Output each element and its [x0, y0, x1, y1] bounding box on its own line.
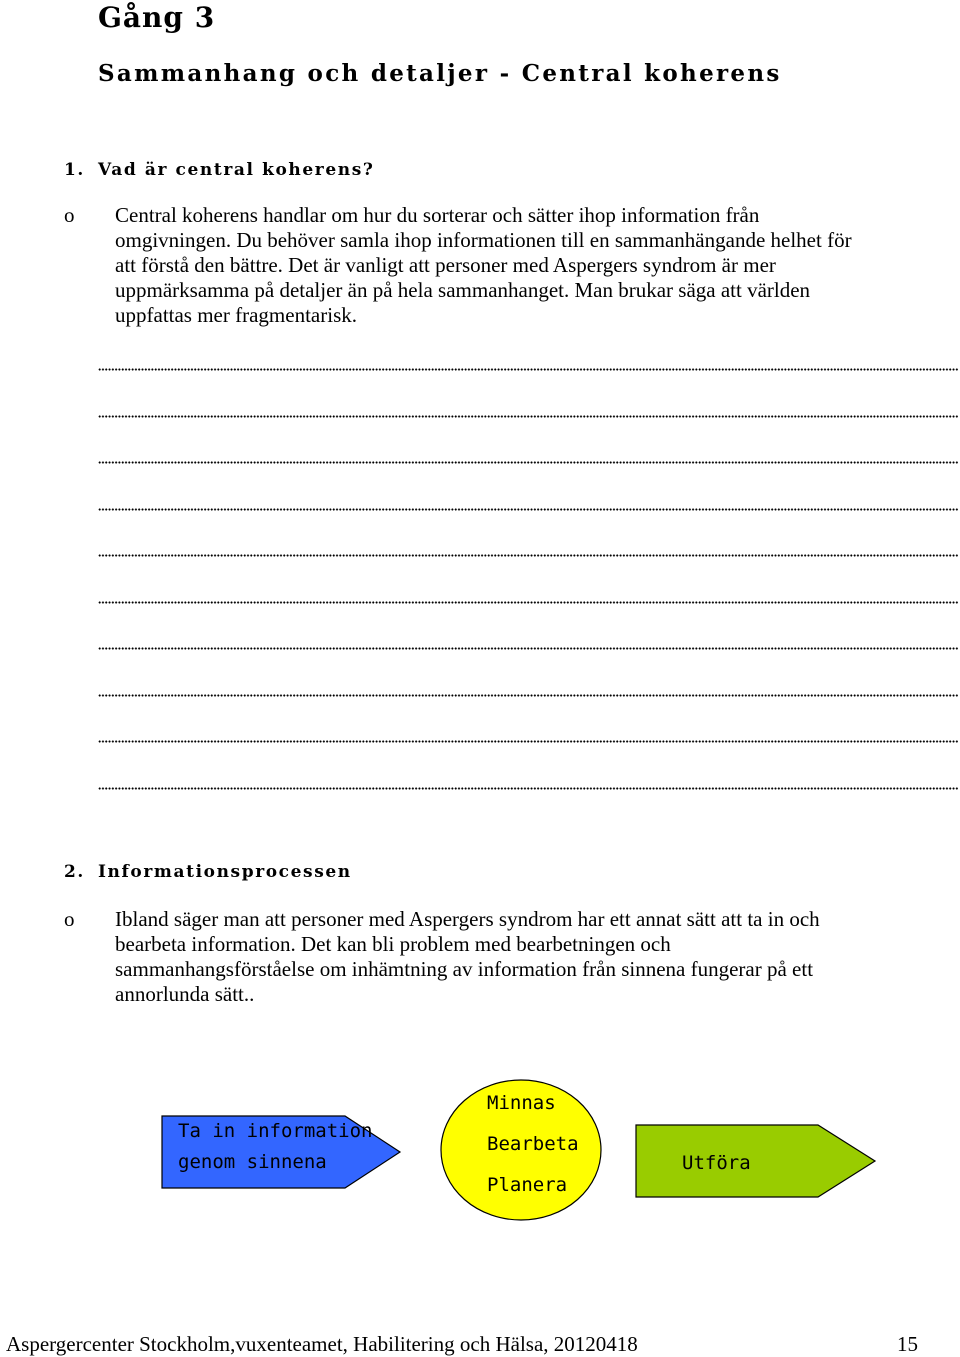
diagram-shapes	[0, 1070, 960, 1260]
paragraph-line: uppmärksamma på detaljer än på hela sammanhanget. Man brukar säga att världen	[115, 278, 811, 302]
input-label-line: genom sinnena	[178, 1151, 327, 1173]
process-item: Bearbeta	[487, 1133, 579, 1155]
answer-line	[98, 740, 958, 743]
paragraph-line: Ibland säger man att personer med Aspergers syndrom har ett annat sätt att ta in och	[115, 907, 820, 931]
page-subtitle: Sammanhang och detaljer - Central koherens	[98, 60, 782, 87]
answer-line	[98, 601, 958, 604]
information-process-diagram	[0, 1070, 960, 1260]
input-label	[178, 1116, 372, 1178]
process-item: Planera	[487, 1174, 568, 1196]
section-2-paragraph	[115, 907, 958, 1007]
bullet-marker: o	[64, 907, 75, 931]
section-1-number: 1.	[64, 160, 85, 180]
section-2-number: 2.	[64, 862, 85, 882]
paragraph-line: sammanhangsförståelse om inhämtning av information från sinnena fungerar på ett	[115, 957, 814, 981]
section-1-heading	[64, 158, 374, 182]
output-arrow-shape	[636, 1125, 875, 1197]
paragraph-line: uppfattas mer fragmentarisk.	[115, 303, 357, 327]
section-2-heading	[64, 860, 352, 884]
answer-line	[98, 368, 958, 371]
answer-line	[98, 415, 958, 418]
answer-line	[98, 647, 958, 650]
process-item: Minnas	[487, 1092, 556, 1114]
section-2-title: Informationsprocessen	[98, 862, 352, 882]
input-label-line: Ta in information	[178, 1120, 373, 1142]
answer-line	[98, 554, 958, 557]
paragraph-line: omgivningen. Du behöver samla ihop informationen till en sammanhängande helhet för	[115, 228, 852, 252]
bullet-marker: o	[64, 203, 75, 227]
page-title: Gång 3	[98, 1, 216, 34]
answer-line	[98, 461, 958, 464]
paragraph-line: att förstå den bättre. Det är vanligt att personer med Aspergers syndrom är mer	[115, 253, 776, 277]
footer-text: Aspergercenter Stockholm,vuxenteamet, Habilitering och Hälsa, 20120418	[6, 1332, 638, 1356]
paragraph-line: annorlunda sätt..	[115, 982, 255, 1006]
page-number: 15	[897, 1332, 918, 1356]
process-label	[487, 1083, 579, 1207]
page-footer	[6, 1331, 918, 1357]
paragraph-line: bearbeta information. Det kan bli problem med bearbetningen och	[115, 932, 671, 956]
answer-line	[98, 508, 958, 511]
answer-line	[98, 787, 958, 790]
output-label: Utföra	[682, 1152, 751, 1174]
section-1-paragraph	[115, 203, 958, 328]
section-1-title: Vad är central koherens?	[98, 160, 375, 180]
answer-line	[98, 694, 958, 697]
paragraph-line: Central koherens handlar om hur du sorterar och sätter ihop information från	[115, 203, 760, 227]
